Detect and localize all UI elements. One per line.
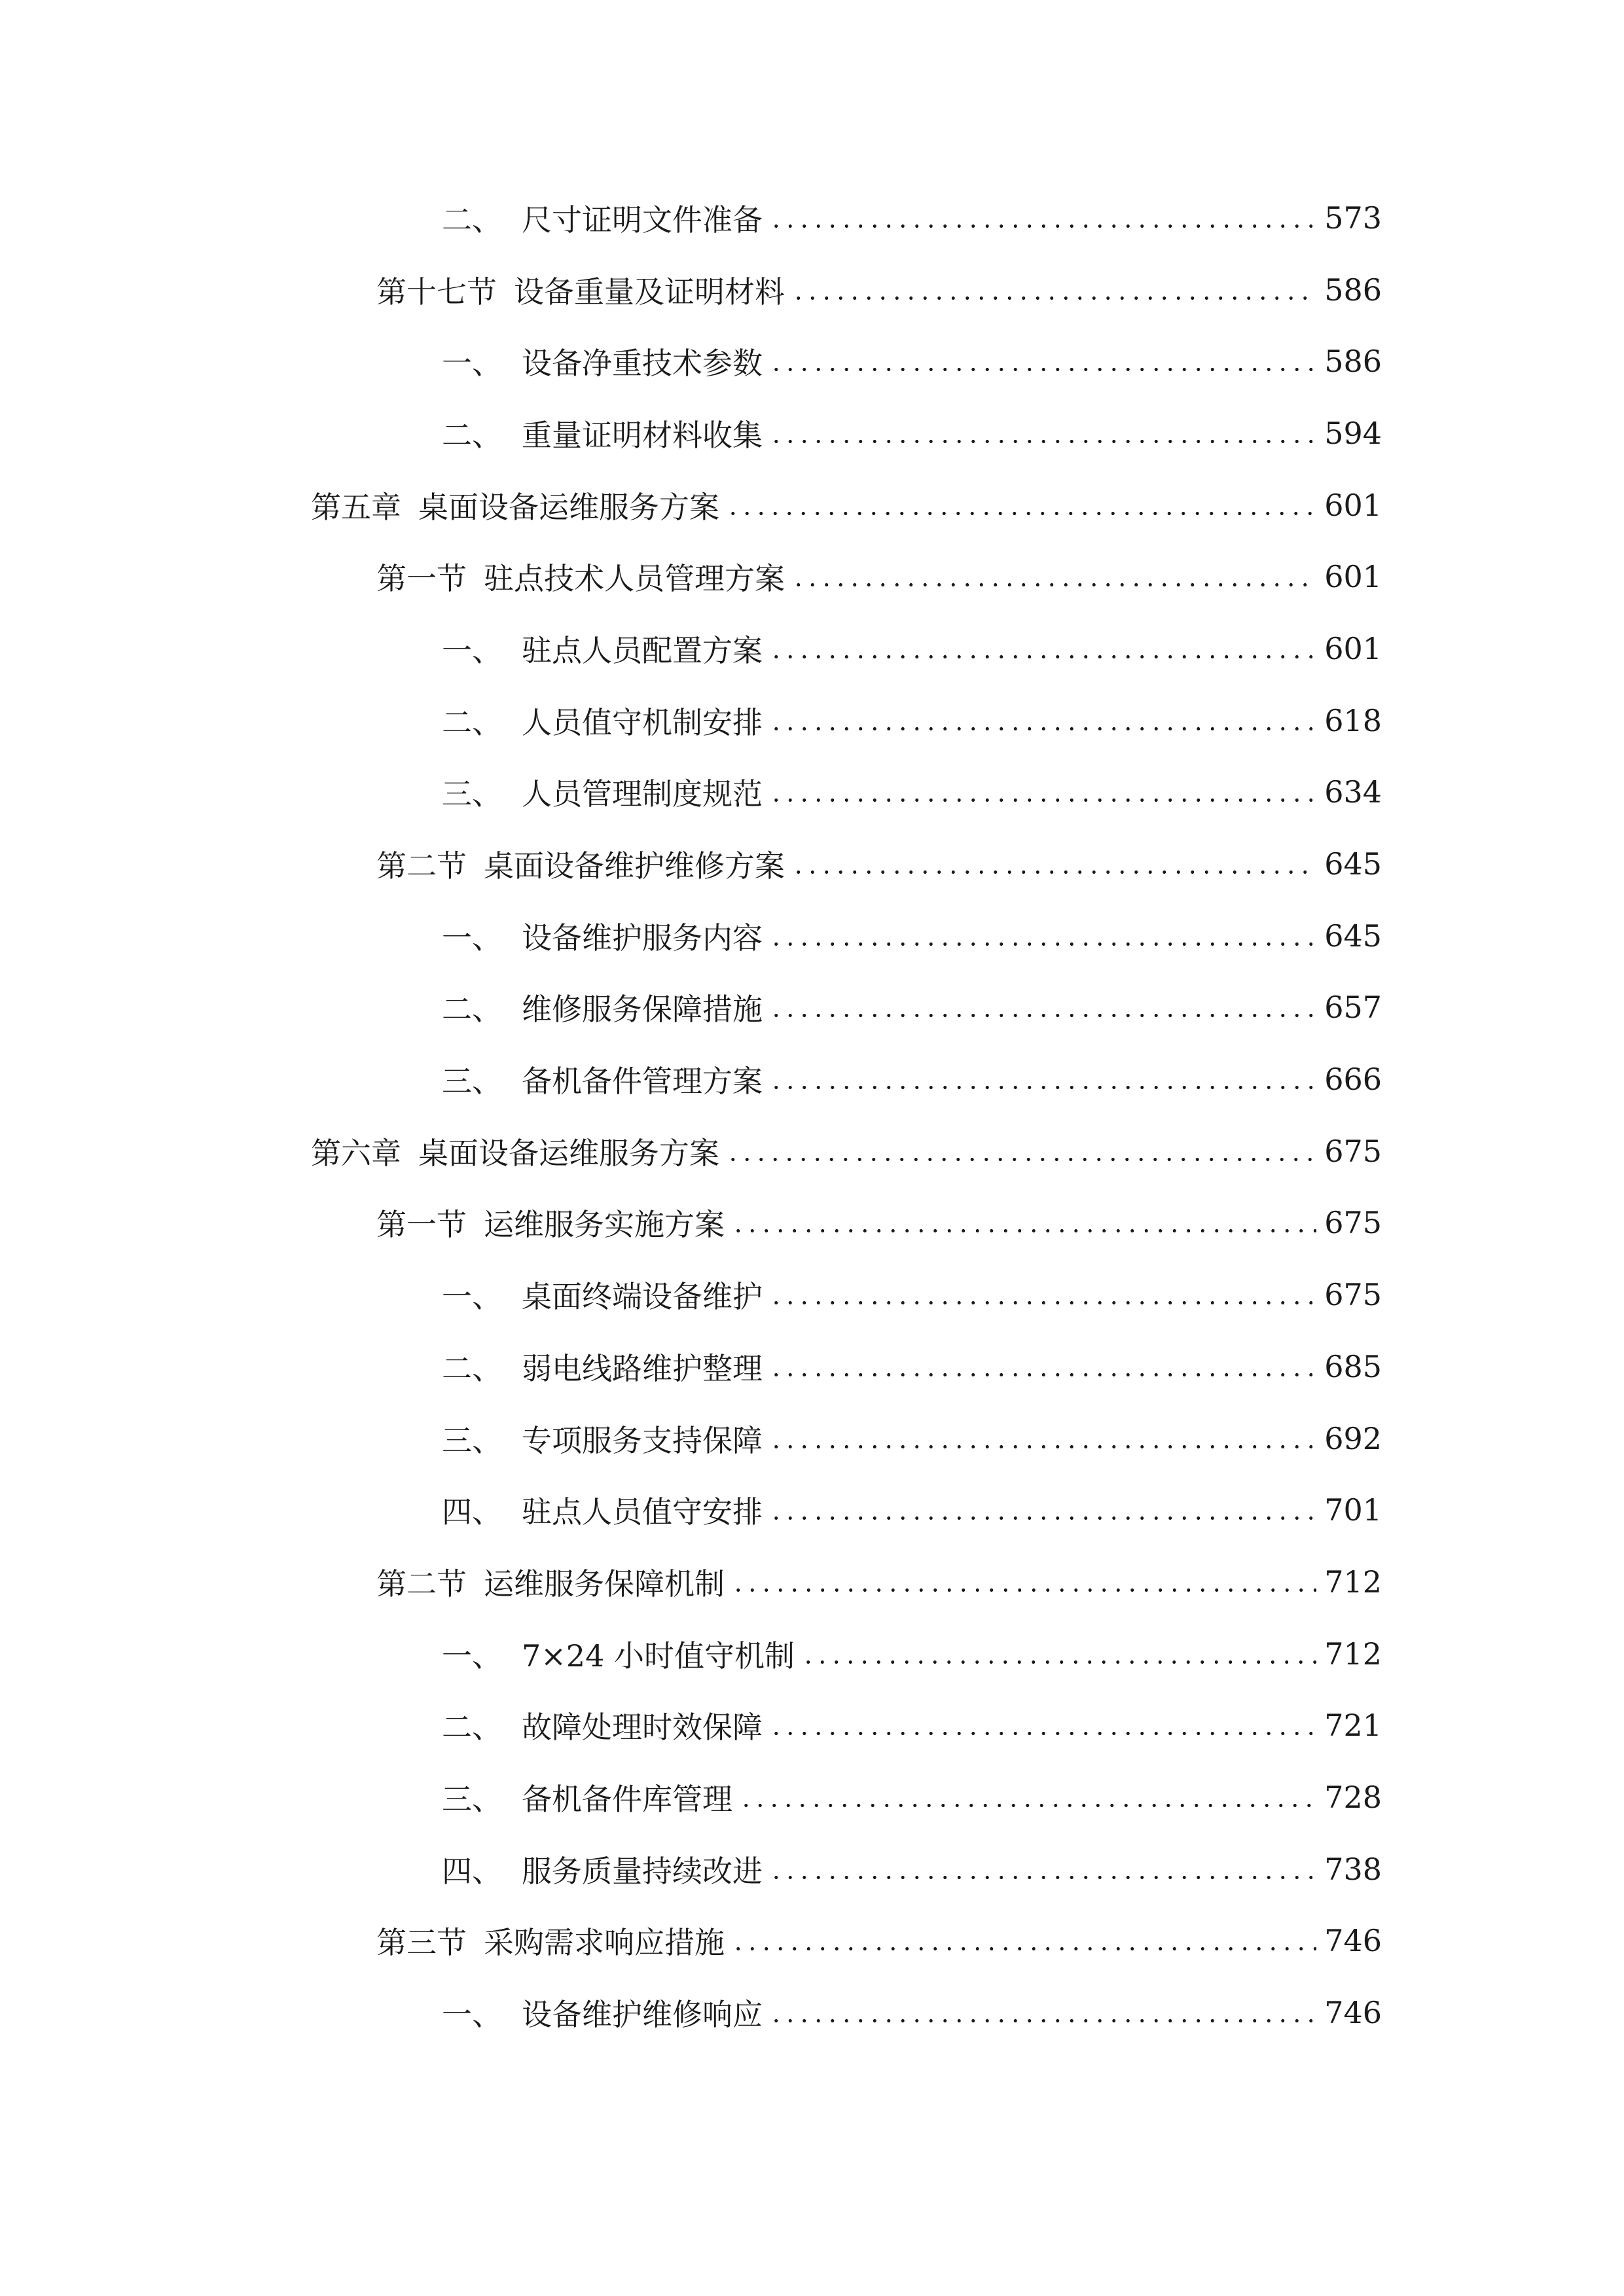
toc-entry-label — [442, 1273, 769, 1316]
toc-entry-label — [442, 770, 769, 814]
toc-entry-label — [376, 1919, 731, 1962]
dot-leader — [769, 418, 1316, 448]
toc-page-number: 675 — [1324, 1277, 1382, 1313]
dot-leader — [726, 1136, 1316, 1166]
dot-leader — [731, 1567, 1316, 1597]
toc-entry[interactable] — [0, 828, 1624, 900]
toc-page-number: 657 — [1324, 990, 1382, 1026]
toc-entry-title: 驻点人员值守安排 — [522, 1494, 763, 1530]
toc-entry-label — [376, 555, 791, 598]
toc-page-number: 601 — [1324, 559, 1382, 595]
toc-entry[interactable] — [0, 397, 1624, 469]
toc-entry[interactable] — [0, 182, 1624, 254]
toc-entry[interactable] — [0, 685, 1624, 757]
dot-leader — [769, 1424, 1316, 1454]
dot-leader — [769, 777, 1316, 807]
toc-entry-title: 运维服务保障机制 — [484, 1566, 725, 1602]
dot-leader — [731, 1208, 1316, 1238]
toc-entry-label — [442, 1848, 769, 1891]
toc-entry-title: 采购需求响应措施 — [484, 1925, 725, 1961]
toc-entry-number: 二、 — [442, 1350, 502, 1386]
toc-page-number: 701 — [1324, 1492, 1382, 1528]
dot-leader — [791, 849, 1316, 879]
toc-entry-number: 二、 — [442, 417, 502, 453]
toc-entry-label — [442, 1488, 769, 1532]
toc-entry-label — [442, 627, 769, 670]
toc-entry-label — [376, 1560, 731, 1604]
toc-entry-title: 桌面设备维护维修方案 — [484, 848, 785, 884]
toc-page-number: 601 — [1324, 630, 1382, 666]
toc-entry[interactable] — [0, 1761, 1624, 1833]
toc-entry-label — [311, 1130, 726, 1173]
dot-leader — [769, 1854, 1316, 1884]
toc-entry-number: 四、 — [442, 1494, 502, 1530]
toc-page-number: 601 — [1324, 487, 1382, 523]
toc-entry-title: 设备维护维修响应 — [522, 1997, 763, 2033]
dot-leader — [769, 1352, 1316, 1382]
toc-entry-title: 弱电线路维护整理 — [522, 1350, 763, 1386]
toc-page-number: 573 — [1324, 200, 1382, 236]
toc-entry-title: 桌面设备运维服务方案 — [418, 1135, 719, 1171]
toc-entry[interactable] — [0, 1905, 1624, 1977]
toc-entry-title: 7×24 小时值守机制 — [522, 1638, 795, 1674]
toc-entry-title: 设备重量及证明材料 — [514, 274, 785, 310]
toc-entry-number: 第十七节 — [376, 274, 497, 310]
toc-entry[interactable] — [0, 1187, 1624, 1259]
toc-entry[interactable] — [0, 325, 1624, 397]
toc-entry-number: 一、 — [442, 632, 502, 668]
toc-entry-number: 第一节 — [376, 1207, 467, 1243]
toc-entry[interactable] — [0, 469, 1624, 541]
toc-entry-label — [442, 1417, 769, 1460]
toc-entry-title: 设备维护服务内容 — [522, 920, 763, 956]
toc-entry[interactable] — [0, 972, 1624, 1044]
toc-entry-title: 服务质量持续改进 — [522, 1853, 763, 1889]
toc-entry[interactable] — [0, 1403, 1624, 1475]
toc-entry[interactable] — [0, 1689, 1624, 1761]
toc-entry-number: 二、 — [442, 992, 502, 1028]
dot-leader — [739, 1782, 1316, 1812]
toc-entry-title: 故障处理时效保障 — [522, 1710, 763, 1746]
toc-entry-number: 三、 — [442, 776, 502, 812]
toc-entry-title: 人员值守机制安排 — [522, 704, 763, 740]
dot-leader — [769, 346, 1316, 376]
toc-entry-number: 一、 — [442, 1997, 502, 2033]
toc-entry-title: 运维服务实施方案 — [484, 1207, 725, 1243]
toc-entry-number: 第一节 — [376, 561, 467, 597]
toc-entry-label — [376, 1201, 731, 1244]
toc-page-number: 721 — [1324, 1708, 1382, 1744]
toc-entry[interactable] — [0, 1833, 1624, 1905]
toc-entry-label — [442, 340, 769, 383]
toc-entry-number: 二、 — [442, 704, 502, 740]
toc-page-number: 645 — [1324, 918, 1382, 954]
toc-entry-number: 第六章 — [311, 1135, 401, 1171]
toc-entry-number: 一、 — [442, 1279, 502, 1315]
toc-entry[interactable] — [0, 613, 1624, 685]
toc-entry-label — [442, 1345, 769, 1388]
toc-entry[interactable] — [0, 900, 1624, 972]
dot-leader — [769, 1280, 1316, 1310]
dot-leader — [769, 1495, 1316, 1525]
toc-entry-title: 驻点人员配置方案 — [522, 632, 763, 668]
toc-page-number: 634 — [1324, 774, 1382, 810]
toc-entry[interactable] — [0, 1043, 1624, 1115]
toc-entry-number: 第三节 — [376, 1925, 467, 1961]
toc-page-number: 675 — [1324, 1133, 1382, 1169]
toc-entry[interactable] — [0, 1546, 1624, 1618]
toc-entry-label — [442, 1776, 739, 1819]
toc-entry[interactable] — [0, 1259, 1624, 1331]
toc-page-number: 746 — [1324, 1923, 1382, 1959]
toc-entry-number: 二、 — [442, 202, 502, 238]
toc-entry[interactable] — [0, 1331, 1624, 1403]
toc-page-number: 712 — [1324, 1636, 1382, 1672]
toc-entry-title: 桌面终端设备维护 — [522, 1279, 763, 1315]
toc-entry[interactable] — [0, 541, 1624, 613]
dot-leader — [769, 634, 1316, 664]
toc-entry-number: 二、 — [442, 1710, 502, 1746]
toc-page-number: 728 — [1324, 1779, 1382, 1815]
toc-page-number: 594 — [1324, 415, 1382, 451]
toc-entry-number: 第二节 — [376, 1566, 467, 1602]
toc-entry-title: 驻点技术人员管理方案 — [484, 561, 785, 597]
toc-entry-label — [442, 699, 769, 742]
dot-leader — [769, 1710, 1316, 1740]
table-of-contents — [0, 182, 1624, 2049]
toc-page-number: 746 — [1324, 1995, 1382, 2031]
toc-entry-title: 备机备件库管理 — [522, 1781, 732, 1817]
toc-page-number: 618 — [1324, 702, 1382, 738]
dot-leader — [769, 1064, 1316, 1094]
toc-entry-label — [376, 842, 791, 886]
toc-entry-label — [442, 196, 769, 240]
dot-leader — [769, 1998, 1316, 2028]
toc-entry-title: 专项服务支持保障 — [522, 1422, 763, 1458]
toc-page-number: 586 — [1324, 272, 1382, 308]
toc-entry-title: 备机备件管理方案 — [522, 1064, 763, 1100]
dot-leader — [726, 490, 1316, 520]
toc-entry-title: 尺寸证明文件准备 — [522, 202, 763, 238]
toc-entry[interactable] — [0, 1115, 1624, 1187]
dot-leader — [769, 992, 1316, 1022]
toc-page-number: 712 — [1324, 1564, 1382, 1600]
toc-entry-label — [311, 484, 726, 527]
toc-entry-label — [442, 1632, 801, 1676]
toc-entry-label — [442, 1058, 769, 1101]
toc-entry-number: 一、 — [442, 920, 502, 956]
toc-entry[interactable] — [0, 757, 1624, 829]
dot-leader — [769, 706, 1316, 736]
toc-page-number: 692 — [1324, 1420, 1382, 1456]
dot-leader — [731, 1926, 1316, 1956]
toc-entry-label — [442, 1704, 769, 1747]
toc-entry-label — [442, 412, 769, 455]
dot-leader — [791, 562, 1316, 592]
toc-page-number: 675 — [1324, 1205, 1382, 1241]
toc-entry-title: 维修服务保障措施 — [522, 992, 763, 1028]
toc-entry[interactable] — [0, 254, 1624, 326]
toc-entry-label — [442, 986, 769, 1029]
toc-entry-title: 重量证明材料收集 — [522, 417, 763, 453]
toc-entry-label — [442, 914, 769, 958]
toc-entry[interactable] — [0, 1618, 1624, 1690]
toc-page-number: 586 — [1324, 344, 1382, 380]
toc-entry-number: 第五章 — [311, 489, 401, 525]
toc-entry-number: 三、 — [442, 1064, 502, 1100]
toc-page-number: 645 — [1324, 846, 1382, 882]
toc-entry-number: 一、 — [442, 346, 502, 382]
toc-entry-number: 第二节 — [376, 848, 467, 884]
toc-entry[interactable] — [0, 1977, 1624, 2049]
dot-leader — [769, 921, 1316, 951]
toc-page-number: 685 — [1324, 1348, 1382, 1384]
dot-leader — [801, 1639, 1316, 1669]
toc-entry[interactable] — [0, 1474, 1624, 1546]
toc-entry-title: 设备净重技术参数 — [522, 346, 763, 382]
toc-entry-number: 一、 — [442, 1638, 502, 1674]
toc-page-number: 666 — [1324, 1062, 1382, 1098]
toc-entry-title: 人员管理制度规范 — [522, 776, 763, 812]
toc-entry-label — [442, 1991, 769, 2034]
toc-entry-number: 三、 — [442, 1781, 502, 1817]
toc-page-number: 738 — [1324, 1851, 1382, 1887]
toc-entry-number: 四、 — [442, 1853, 502, 1889]
dot-leader — [791, 275, 1316, 305]
toc-entry-label — [376, 268, 791, 312]
dot-leader — [769, 203, 1316, 233]
toc-entry-number: 三、 — [442, 1422, 502, 1458]
toc-entry-title: 桌面设备运维服务方案 — [418, 489, 719, 525]
